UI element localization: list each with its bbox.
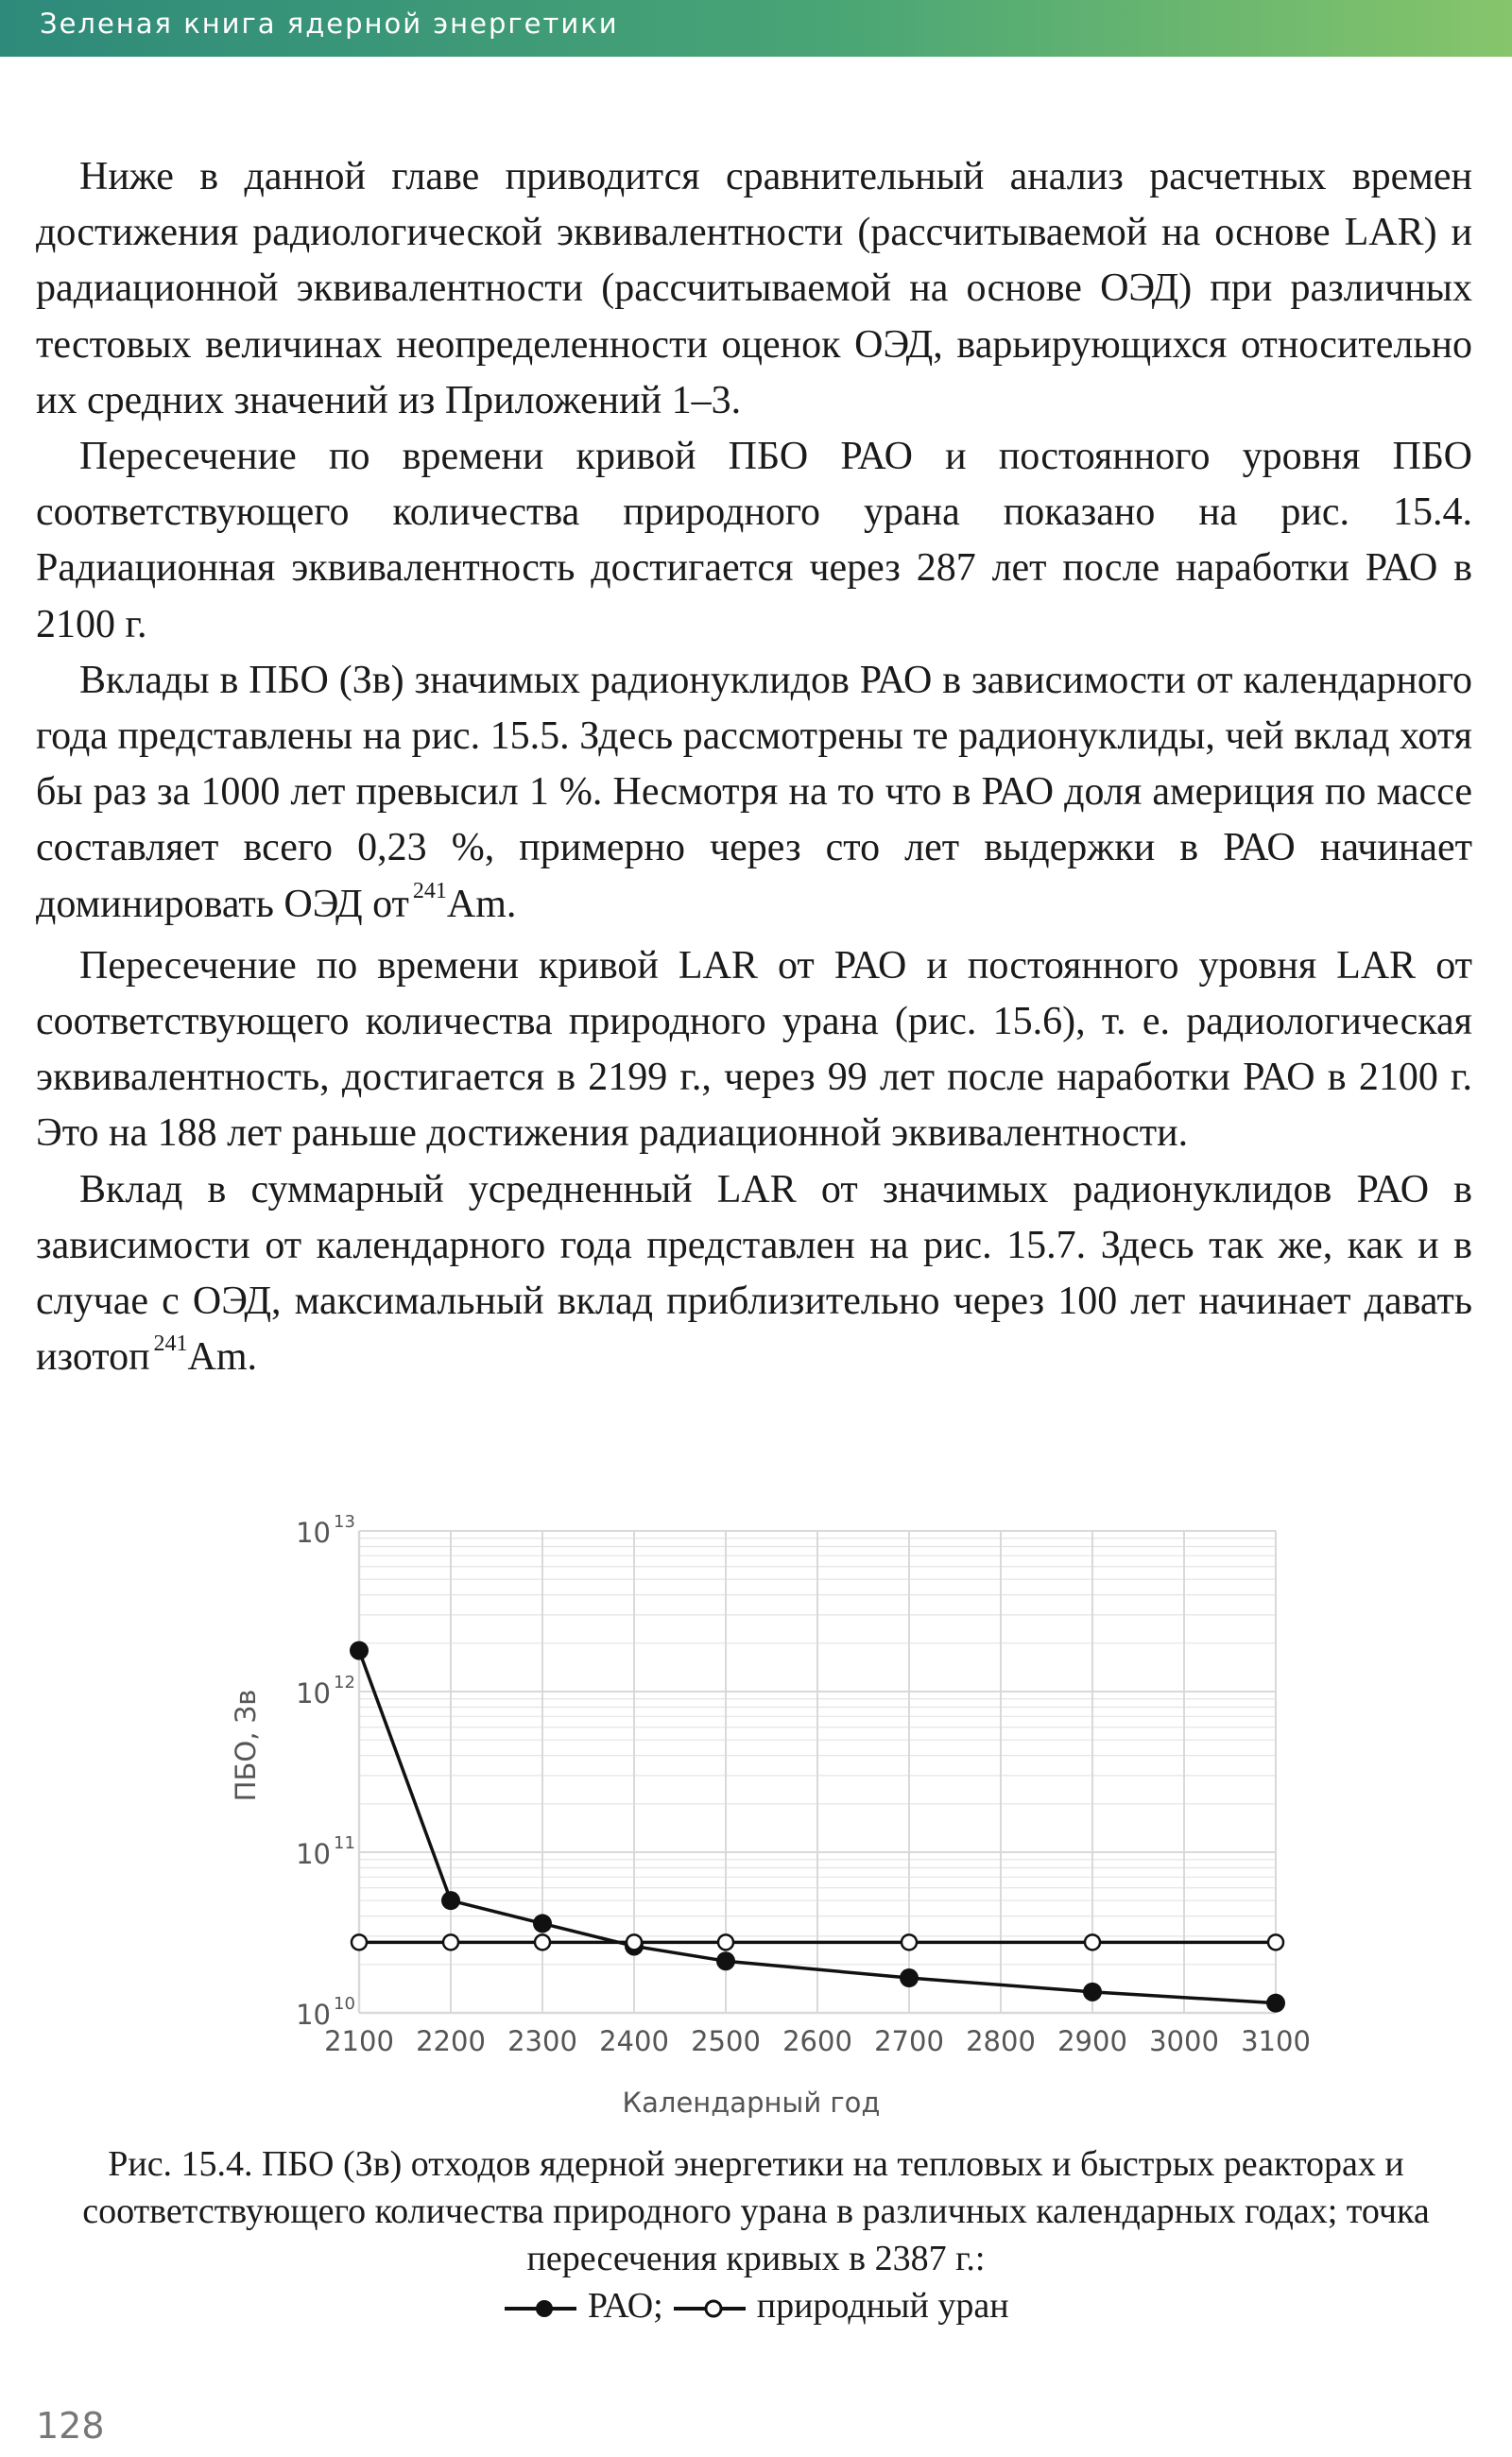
x-tick-label: 2400 [599,2025,669,2057]
data-point-uran [902,1934,917,1950]
y-tick-exponent: 11 [334,1833,355,1853]
x-tick-label: 3100 [1241,2025,1311,2057]
paragraph: Пересечение по времени кривой ПБО РАО и постоянного уровня ПБО соответствующего количества природного урана показано на рис. 15.4. Радиационная эквивалентность достигается через 287 лет после наработки РАО в 2100 г. [36,435,1472,646]
data-point-rao [533,1914,552,1933]
y-tick-label: 10 [296,1999,331,2031]
y-tick-label: 10 [296,1838,331,1870]
legend-rao-label: РАО; [587,2286,663,2326]
data-point-uran [535,1934,550,1950]
isotope-mass-number: 241 [153,1332,188,1357]
x-tick-label: 2200 [416,2025,486,2057]
pbo-chart [230,1498,1323,2122]
data-point-rao [1083,1983,1102,2002]
book-title: Зеленая книга ядерной энергетики [40,8,619,40]
paragraph: Вклады в ПБО (Зв) значимых радионуклидов РАО в зависимости от календарного года представлены на рис. 15.5. Здесь рассмотрены те радионуклиды, чей вклад хотя бы раз за 1000 лет превысил 1 %. Несмотря на то что в РАО доля америция по массе составляет всего 0,23 %, примерно через сто лет выдержки в РАО начинает доминировать ОЭД от $^{241}$Am. [36,658,1472,926]
data-point-rao [441,1891,460,1910]
x-tick-label: 2300 [507,2025,577,2057]
legend-rao-marker [503,2298,578,2319]
caption-text: Рис. 15.4. ПБО (Зв) отходов ядерной энергетики на тепловых и быстрых реакторах и соответствующего количества природного урана в различных календарных годах; точка пересечения кривых в 2387 г.: [82,2144,1430,2278]
x-tick-label: 2900 [1057,2025,1127,2057]
data-point-uran [443,1934,458,1950]
data-point-uran [1268,1934,1283,1950]
data-point-rao [350,1641,369,1660]
y-axis-label: ПБО, Зв [230,1689,262,1802]
x-tick-label: 2700 [874,2025,944,2057]
x-tick-label: 3000 [1149,2025,1219,2057]
page-number: 128 [36,2405,105,2447]
x-tick-label: 2600 [782,2025,852,2057]
legend [28,2282,1484,2329]
paragraph: Ниже в данной главе приводится сравнительный анализ расчетных времен достижения радиологической эквивалентности (рассчитываемой на основе LAR) и радиационной эквивалентности (рассчитываемой на основе ОЭД) при различных тестовых величинах неопределенности оценок ОЭД, варьирующихся относительно их средних значений из Приложений 1–3. [36,155,1472,422]
legend-uran-label: природный уран [756,2286,1009,2326]
x-tick-label: 2500 [691,2025,761,2057]
y-tick-exponent: 12 [334,1673,355,1692]
body-text [36,149,1472,1391]
data-point-uran [627,1934,642,1950]
paragraph: Вклад в суммарный усредненный LAR от значимых радионуклидов РАО в зависимости от календарного года представлен на рис. 15.7. Здесь так же, как и в случае с ОЭД, максимальный вклад приблизительно через 100 лет начинает давать изотоп $^{241}$Am. [36,1167,1472,1380]
x-axis-label: Календарный год [622,2087,881,2119]
data-point-rao [716,1951,735,1970]
isotope-mass-number: 241 [412,878,447,903]
data-point-rao [1266,1994,1285,2013]
page-header [0,0,1512,57]
data-point-uran [1085,1934,1100,1950]
x-tick-label: 2800 [966,2025,1036,2057]
data-point-rao [900,1968,919,1987]
data-point-uran [352,1934,367,1950]
data-point-uran [718,1934,733,1950]
figure-caption [28,2140,1484,2329]
legend-uran-marker [672,2298,747,2319]
y-tick-label: 10 [296,1677,331,1710]
x-tick-label: 2100 [324,2025,394,2057]
y-tick-exponent: 13 [334,1512,355,1532]
paragraph: Пересечение по времени кривой LAR от РАО и постоянного уровня LAR от соответствующего количества природного урана (рис. 15.6), т. е. радиологическая эквивалентность, достигается в 2199 г., через 99 лет после наработки РАО в 2100 г. Это на 188 лет раньше достижения радиационной эквивалентности. [36,943,1472,1156]
y-tick-label: 10 [296,1517,331,1549]
y-tick-exponent: 10 [334,1994,355,2014]
